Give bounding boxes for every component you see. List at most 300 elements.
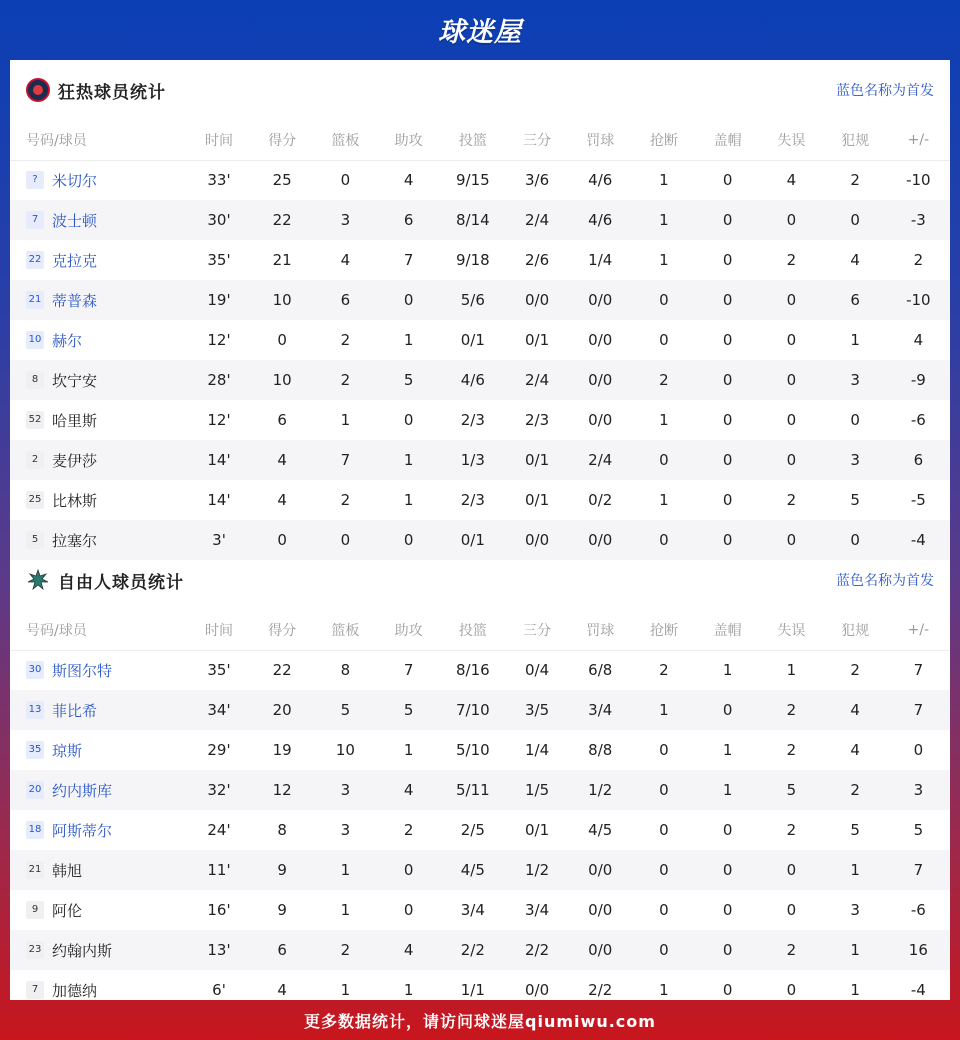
stat-rebounds: 3: [314, 200, 377, 240]
stat-points: 6: [251, 930, 314, 970]
player-cell[interactable]: [10, 240, 187, 280]
stat-fouls: 5: [850, 491, 860, 509]
stat-plusminus: 3: [887, 770, 950, 810]
stat-steals: 0: [632, 440, 696, 480]
stat-assists: 1: [403, 981, 414, 999]
stat-minutes: 32': [187, 770, 250, 810]
stat-turnovers: 2: [759, 690, 823, 730]
column-header-minutes: 时间: [187, 120, 250, 160]
stat-turnovers: 0: [759, 440, 823, 480]
stat-minutes: 12': [207, 411, 231, 429]
table-row[interactable]: [10, 360, 950, 400]
stat-minutes: 14': [207, 491, 231, 509]
section-title-group: [26, 78, 166, 103]
stat-fouls: 2: [850, 171, 860, 190]
player-cell[interactable]: [10, 810, 187, 850]
stat-assists: 0: [403, 411, 414, 429]
stat-points: 20: [251, 690, 314, 730]
stat-plusminus: 4: [913, 331, 924, 349]
player-name-link[interactable]: 加德纳: [52, 981, 98, 1000]
stat-fg: 1/3: [440, 440, 505, 480]
stat-fouls: 5: [850, 821, 860, 839]
stat-ft: 0/0: [588, 411, 613, 429]
table-header-row: [10, 610, 950, 650]
stat-three: 0/4: [524, 661, 550, 680]
stat-three: 2/4: [505, 360, 568, 400]
stat-turnovers: 0: [759, 520, 823, 560]
player-cell[interactable]: [10, 690, 187, 730]
table-row[interactable]: [10, 890, 950, 930]
table-row[interactable]: [10, 200, 950, 240]
player-name-link[interactable]: 赫尔: [52, 331, 83, 350]
stat-three: 0/1: [524, 491, 550, 509]
stat-fg: 7/10: [440, 690, 505, 730]
stat-turnovers: 0: [759, 200, 823, 240]
stat-assists: 1: [377, 440, 440, 480]
stat-plusminus: -9: [887, 360, 950, 400]
column-header-three: 三分: [505, 610, 568, 650]
stat-fouls: 1: [850, 331, 860, 349]
stat-three: 1/2: [505, 850, 568, 890]
stat-ft: 0/0: [569, 280, 632, 320]
stat-points: 19: [272, 741, 292, 759]
fever-logo-icon: [26, 78, 50, 102]
player-cell[interactable]: [10, 280, 187, 320]
stat-steals: 1: [659, 251, 669, 269]
player-name-link[interactable]: 克拉克: [52, 251, 98, 270]
stat-three: 0/0: [505, 280, 568, 320]
stat-three: 3/6: [524, 171, 550, 190]
player-name-link[interactable]: 韩旭: [52, 861, 83, 880]
column-header-fg: 投篮: [440, 610, 505, 650]
section-title: 自由人球员统计: [58, 572, 184, 593]
stat-points: 25: [272, 171, 292, 190]
stats-panel: [10, 60, 950, 1000]
player-name-link[interactable]: 菲比希: [52, 701, 98, 720]
player-cell[interactable]: [10, 440, 187, 480]
stat-fg: 5/10: [455, 741, 490, 759]
stat-fouls: 2: [823, 770, 886, 810]
player-name-link[interactable]: 哈里斯: [52, 411, 98, 430]
stat-rebounds: 5: [314, 690, 377, 730]
stat-points: 4: [277, 981, 287, 999]
column-header-turnovers: 失误: [759, 610, 823, 650]
stat-three: 2/2: [505, 930, 568, 970]
stat-blocks: 0: [696, 850, 759, 890]
stat-plusminus: -4: [887, 520, 950, 560]
stat-blocks: 1: [722, 661, 733, 680]
stat-blocks: 1: [722, 741, 733, 759]
stat-ft: 4/6: [588, 171, 613, 190]
player-name-link[interactable]: 麦伊莎: [52, 451, 98, 470]
stat-turnovers: 2: [786, 491, 797, 509]
player-cell[interactable]: [10, 770, 187, 810]
stat-rebounds: 7: [314, 440, 377, 480]
stat-blocks: 0: [696, 280, 759, 320]
stat-fouls: 4: [850, 251, 860, 269]
stat-minutes: 6': [212, 981, 226, 999]
stat-steals: 2: [632, 360, 696, 400]
table-row[interactable]: [10, 650, 950, 690]
stat-fg: 4/6: [440, 360, 505, 400]
player-cell[interactable]: [10, 360, 187, 400]
stat-rebounds: 3: [314, 770, 377, 810]
stat-points: 8: [277, 821, 287, 839]
stat-steals: 0: [659, 821, 669, 839]
table-row[interactable]: [10, 320, 950, 360]
stat-turnovers: 2: [759, 930, 823, 970]
stat-points: 0: [277, 331, 287, 349]
stat-blocks: 0: [722, 821, 733, 839]
stat-three: 3/4: [524, 901, 550, 919]
stat-three: 1/5: [505, 770, 568, 810]
stat-rebounds: 1: [340, 901, 351, 919]
column-header-three: 三分: [505, 120, 568, 160]
column-header-player: 号码/球员: [10, 120, 187, 160]
stat-plusminus: -6: [910, 901, 926, 919]
column-header-rebounds: 篮板: [314, 120, 377, 160]
stat-blocks: 0: [722, 901, 733, 919]
stat-plusminus: 7: [887, 690, 950, 730]
stat-ft: 3/4: [569, 690, 632, 730]
player-name-link[interactable]: 米切尔: [52, 171, 98, 190]
stat-minutes: 24': [207, 821, 231, 839]
stat-fouls: 3: [823, 440, 886, 480]
stat-minutes: 14': [187, 440, 250, 480]
player-cell[interactable]: [10, 930, 187, 970]
stat-rebounds: 6: [314, 280, 377, 320]
stat-three: 2/6: [524, 251, 550, 269]
stat-fg: 3/4: [460, 901, 485, 919]
liberty-stats-section: [10, 550, 950, 1010]
stat-fouls: 6: [823, 280, 886, 320]
stat-plusminus: -3: [887, 200, 950, 240]
stat-ft: 1/4: [588, 251, 613, 269]
stat-points: 9: [251, 850, 314, 890]
table-row[interactable]: [10, 930, 950, 970]
stat-fouls: 1: [823, 850, 886, 890]
stat-ft: 0/0: [588, 331, 613, 349]
stat-three: 0/0: [505, 520, 568, 560]
stat-assists: 0: [403, 901, 414, 919]
table-row[interactable]: [10, 770, 950, 810]
jersey-number-badge: 2: [26, 451, 44, 469]
stat-steals: 1: [659, 981, 669, 999]
stat-ft: 2/2: [588, 981, 613, 999]
table-row[interactable]: [10, 280, 950, 320]
stat-assists: 4: [377, 770, 440, 810]
stat-minutes: 33': [207, 171, 231, 190]
stat-plusminus: 7: [913, 661, 924, 680]
stat-points: 10: [251, 280, 314, 320]
stat-points: 4: [251, 440, 314, 480]
stat-rebounds: 1: [340, 981, 351, 999]
stat-fouls: 4: [823, 690, 886, 730]
player-name-link[interactable]: 坎宁安: [52, 371, 98, 390]
stat-points: 22: [272, 661, 292, 680]
player-name-link[interactable]: 斯图尔特: [52, 661, 113, 680]
stat-fg: 9/18: [455, 251, 490, 269]
stat-fg: 5/6: [440, 280, 505, 320]
jersey-number-badge: 7: [26, 981, 44, 999]
stat-plusminus: -10: [887, 280, 950, 320]
stat-turnovers: 0: [759, 280, 823, 320]
stat-steals: 0: [632, 850, 696, 890]
footer-banner[interactable]: 更多数据统计，请访问球迷屋qiumiwu.com: [304, 1011, 656, 1031]
stat-ft: 0/0: [569, 520, 632, 560]
column-header-ft: 罚球: [569, 120, 632, 160]
player-stats-table: [10, 120, 950, 560]
stat-steals: 1: [659, 491, 669, 509]
stat-fg: 8/16: [455, 661, 490, 680]
stat-steals: 1: [632, 690, 696, 730]
jersey-number-badge: 35: [26, 741, 44, 759]
stat-minutes: 19': [187, 280, 250, 320]
stat-ft: 0/0: [588, 901, 613, 919]
stat-fouls: 0: [823, 520, 886, 560]
player-stats-table: [10, 610, 950, 1010]
column-header-plusminus: +/-: [887, 120, 950, 160]
stat-three: 1/4: [524, 741, 550, 759]
stat-steals: 0: [632, 520, 696, 560]
stat-ft: 2/4: [569, 440, 632, 480]
stat-blocks: 0: [722, 491, 733, 509]
stat-turnovers: 2: [786, 741, 797, 759]
player-cell[interactable]: [10, 400, 187, 440]
stat-blocks: 0: [722, 251, 733, 269]
stat-blocks: 0: [696, 440, 759, 480]
jersey-number-badge: 8: [26, 371, 44, 389]
jersey-number-badge: 18: [26, 821, 44, 839]
stat-blocks: 0: [722, 331, 733, 349]
table-row[interactable]: [10, 400, 950, 440]
stat-turnovers: 0: [759, 850, 823, 890]
stat-points: 10: [251, 360, 314, 400]
table-row[interactable]: [10, 440, 950, 480]
player-cell[interactable]: [10, 480, 187, 520]
player-name-link[interactable]: 琼斯: [52, 741, 83, 760]
stat-ft: 6/8: [588, 661, 613, 680]
stat-assists: 0: [377, 280, 440, 320]
stat-assists: 1: [403, 491, 414, 509]
stat-three: 0/0: [524, 981, 550, 999]
jersey-number-badge: 23: [26, 941, 44, 959]
stat-ft: 4/5: [588, 821, 613, 839]
stat-turnovers: 0: [759, 360, 823, 400]
stat-assists: 4: [403, 171, 414, 190]
stat-steals: 0: [632, 770, 696, 810]
stat-minutes: 3': [187, 520, 250, 560]
column-header-fouls: 犯规: [823, 610, 886, 650]
stat-ft: 8/8: [588, 741, 613, 759]
stat-turnovers: 2: [786, 821, 797, 839]
jersey-number-badge: 22: [26, 251, 44, 269]
stat-rebounds: 8: [340, 661, 351, 680]
column-header-rebounds: 篮板: [314, 610, 377, 650]
liberty-logo-icon: [26, 568, 50, 592]
stat-ft: 0/0: [569, 360, 632, 400]
column-header-blocks: 盖帽: [696, 120, 759, 160]
jersey-number-badge: 20: [26, 781, 44, 799]
column-header-fouls: 犯规: [823, 120, 886, 160]
stat-assists: 4: [377, 930, 440, 970]
table-row[interactable]: [10, 810, 950, 850]
table-row[interactable]: [10, 850, 950, 890]
stat-rebounds: 1: [314, 850, 377, 890]
jersey-number-badge: 10: [26, 331, 44, 349]
section-header: [10, 60, 950, 120]
stat-assists: 0: [377, 520, 440, 560]
table-row[interactable]: [10, 160, 950, 200]
player-name-link[interactable]: 蒂普森: [52, 291, 98, 310]
player-name-link[interactable]: 约翰内斯: [52, 941, 113, 960]
stat-fg: 2/2: [440, 930, 505, 970]
jersey-number-badge: 21: [26, 861, 44, 879]
site-logo: 球迷屋: [438, 16, 522, 48]
stat-three: 3/5: [505, 690, 568, 730]
stat-fg: 9/15: [455, 171, 490, 190]
stat-rebounds: 3: [340, 821, 351, 839]
column-header-turnovers: 失误: [759, 120, 823, 160]
column-header-assists: 助攻: [377, 610, 440, 650]
stat-blocks: 0: [696, 930, 759, 970]
stat-fg: 1/1: [460, 981, 485, 999]
fever-stats-section: [10, 60, 950, 560]
stat-ft: 0/0: [569, 930, 632, 970]
stat-blocks: 0: [722, 171, 733, 190]
stat-plusminus: -10: [906, 171, 931, 190]
stat-ft: 1/2: [569, 770, 632, 810]
stat-blocks: 1: [696, 770, 759, 810]
section-header: [10, 550, 950, 610]
column-header-minutes: 时间: [187, 610, 250, 650]
jersey-number-badge: 52: [26, 411, 44, 429]
stat-three: 0/1: [524, 331, 550, 349]
stat-steals: 1: [632, 200, 696, 240]
column-header-points: 得分: [251, 610, 314, 650]
jersey-number-badge: 25: [26, 491, 44, 509]
stat-plusminus: 16: [887, 930, 950, 970]
stat-turnovers: 0: [786, 981, 797, 999]
stat-turnovers: 4: [786, 171, 797, 190]
starter-legend-note: 蓝色名称为首发: [836, 573, 934, 589]
stat-fouls: 3: [823, 360, 886, 400]
table-row[interactable]: [10, 730, 950, 770]
section-title-group: [26, 568, 184, 593]
stat-rebounds: 1: [340, 411, 351, 429]
jersey-number-badge: ?: [26, 171, 44, 189]
player-cell[interactable]: [10, 200, 187, 240]
stat-blocks: 0: [696, 200, 759, 240]
section-title: 狂热球员统计: [58, 82, 166, 103]
stat-turnovers: 0: [786, 331, 797, 349]
column-header-ft: 罚球: [569, 610, 632, 650]
stat-assists: 2: [403, 821, 414, 839]
player-cell[interactable]: [10, 890, 187, 930]
column-header-steals: 抢断: [632, 120, 696, 160]
stat-ft: 0/2: [588, 491, 613, 509]
player-name-link[interactable]: 约内斯库: [52, 781, 113, 800]
player-cell[interactable]: [10, 320, 187, 360]
player-name-link[interactable]: 阿斯蒂尔: [52, 821, 113, 840]
fever-logo-center: [33, 85, 43, 95]
stat-fg: 2/5: [460, 821, 485, 839]
column-header-steals: 抢断: [632, 610, 696, 650]
stat-plusminus: 0: [913, 741, 924, 759]
stat-assists: 5: [377, 360, 440, 400]
player-cell[interactable]: [10, 160, 187, 200]
stat-fouls: 1: [823, 930, 886, 970]
table-row[interactable]: [10, 690, 950, 730]
stat-ft: 4/6: [569, 200, 632, 240]
player-cell[interactable]: [10, 650, 187, 690]
stat-points: 9: [277, 901, 287, 919]
player-cell[interactable]: [10, 850, 187, 890]
stat-steals: 1: [659, 171, 669, 190]
stat-rebounds: 2: [314, 930, 377, 970]
stat-minutes: 29': [207, 741, 231, 759]
stat-turnovers: 2: [786, 251, 797, 269]
table-row[interactable]: [10, 240, 950, 280]
stat-fg: 0/1: [440, 520, 505, 560]
player-name-link[interactable]: 波士顿: [52, 211, 98, 230]
stat-three: 0/1: [524, 821, 550, 839]
stat-assists: 0: [377, 850, 440, 890]
stat-turnovers: 1: [786, 661, 797, 680]
player-name-link[interactable]: 比林斯: [52, 491, 98, 510]
stat-ft: 0/0: [569, 850, 632, 890]
stat-rebounds: 2: [340, 491, 351, 509]
player-name-link[interactable]: 阿伦: [52, 901, 83, 920]
stat-assists: 1: [403, 331, 414, 349]
stat-rebounds: 2: [314, 360, 377, 400]
stat-minutes: 13': [187, 930, 250, 970]
stat-rebounds: 2: [340, 331, 351, 349]
stat-assists: 1: [403, 741, 414, 759]
stat-assists: 7: [403, 251, 414, 269]
stat-plusminus: -6: [910, 411, 926, 429]
stat-rebounds: 10: [335, 741, 355, 759]
stat-points: 12: [251, 770, 314, 810]
stat-three: 0/1: [505, 440, 568, 480]
stat-minutes: 28': [187, 360, 250, 400]
stat-fouls: 0: [823, 200, 886, 240]
stat-steals: 0: [632, 280, 696, 320]
column-header-fg: 投篮: [440, 120, 505, 160]
stat-fouls: 0: [850, 411, 860, 429]
stat-blocks: 0: [722, 411, 733, 429]
stat-minutes: 11': [187, 850, 250, 890]
stat-turnovers: 5: [759, 770, 823, 810]
player-name-link[interactable]: 拉塞尔: [52, 531, 98, 550]
top-banner: [0, 0, 960, 58]
player-cell[interactable]: [10, 730, 187, 770]
stat-steals: 0: [632, 930, 696, 970]
stat-points: 0: [251, 520, 314, 560]
jersey-number-badge: 13: [26, 701, 44, 719]
stat-minutes: 30': [187, 200, 250, 240]
stat-blocks: 0: [696, 690, 759, 730]
stat-fouls: 3: [850, 901, 860, 919]
stat-plusminus: 5: [913, 821, 924, 839]
column-header-plusminus: +/-: [887, 610, 950, 650]
table-row[interactable]: [10, 480, 950, 520]
stat-blocks: 0: [696, 520, 759, 560]
column-header-points: 得分: [251, 120, 314, 160]
stat-steals: 1: [659, 411, 669, 429]
stat-fg: 4/5: [440, 850, 505, 890]
jersey-number-badge: 5: [26, 531, 44, 549]
